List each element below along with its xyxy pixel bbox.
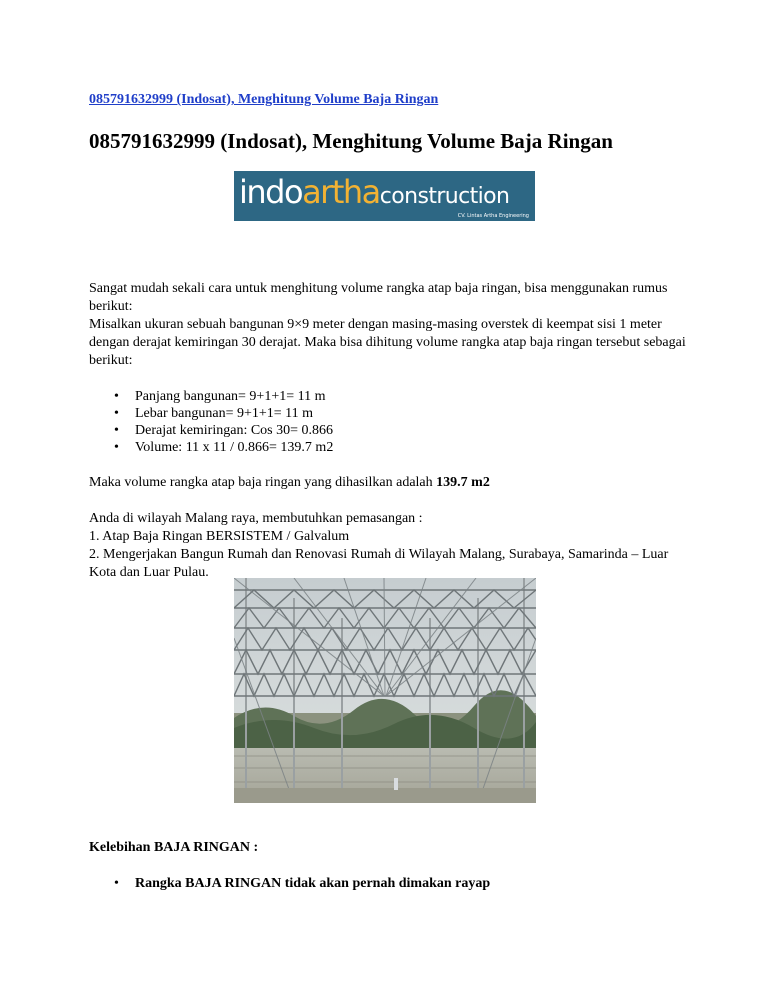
advantages-heading: Kelebihan BAJA RINGAN : — [89, 840, 259, 855]
list-item: • Lebar bangunan= 9+1+1= 11 m — [89, 405, 689, 422]
steel-roof-frame-photo — [234, 578, 536, 803]
logo-artha-text: artha — [302, 173, 380, 211]
service-item-1: 1. Atap Baja Ringan BERSISTEM / Galvalum — [89, 529, 350, 544]
result-value: 139.7 m2 — [436, 475, 490, 490]
list-item: • Rangka BAJA RINGAN tidak akan pernah dimakan rayap — [89, 876, 490, 892]
list-item: • Derajat kemiringan: Cos 30= 0.866 — [89, 422, 689, 439]
calculation-list — [89, 388, 689, 456]
logo-indo-text: indo — [239, 173, 303, 211]
logo-wordmark — [239, 172, 509, 217]
article-link[interactable]: 085791632999 (Indosat), Menghitung Volume Baja Ringan — [89, 92, 439, 107]
logo-subtitle: CV. Lintas Artha Engineering — [457, 213, 529, 219]
intro-paragraph: Sangat mudah sekali cara untuk menghitung volume rangka atap baja ringan, bisa menggunakan rumus berikut: — [89, 281, 668, 314]
logo-construction-text: construction — [379, 184, 510, 209]
result-text: Maka volume rangka atap baja ringan yang dihasilkan adalah — [89, 475, 437, 490]
advantages-list — [89, 876, 490, 892]
example-paragraph: Misalkan ukuran sebuah bangunan 9×9 meter dengan masing-masing overstek di keempat sisi 1 meter dengan derajat kemiringan 30 derajat. Maka bisa dihitung volume rangka atap baja ringan tersebut sebagai berikut: — [89, 317, 686, 368]
article-title: 085791632999 (Indosat), Menghitung Volume Baja Ringan — [89, 129, 613, 153]
services-intro: Anda di wilayah Malang raya, membutuhkan pemasangan : — [89, 511, 423, 526]
result-paragraph — [89, 474, 689, 492]
list-item: • Panjang bangunan= 9+1+1= 11 m — [89, 388, 689, 405]
indoartha-logo — [234, 171, 535, 221]
paragraph-gap — [89, 492, 689, 510]
service-item-2: 2. Mengerjakan Bangun Rumah dan Renovasi Rumah di Wilayah Malang, Surabaya, Samarinda – Luar Kota dan Luar Pulau. — [89, 547, 669, 580]
list-item: • Volume: 11 x 11 / 0.866= 139.7 m2 — [89, 439, 689, 456]
article-body — [89, 280, 689, 582]
